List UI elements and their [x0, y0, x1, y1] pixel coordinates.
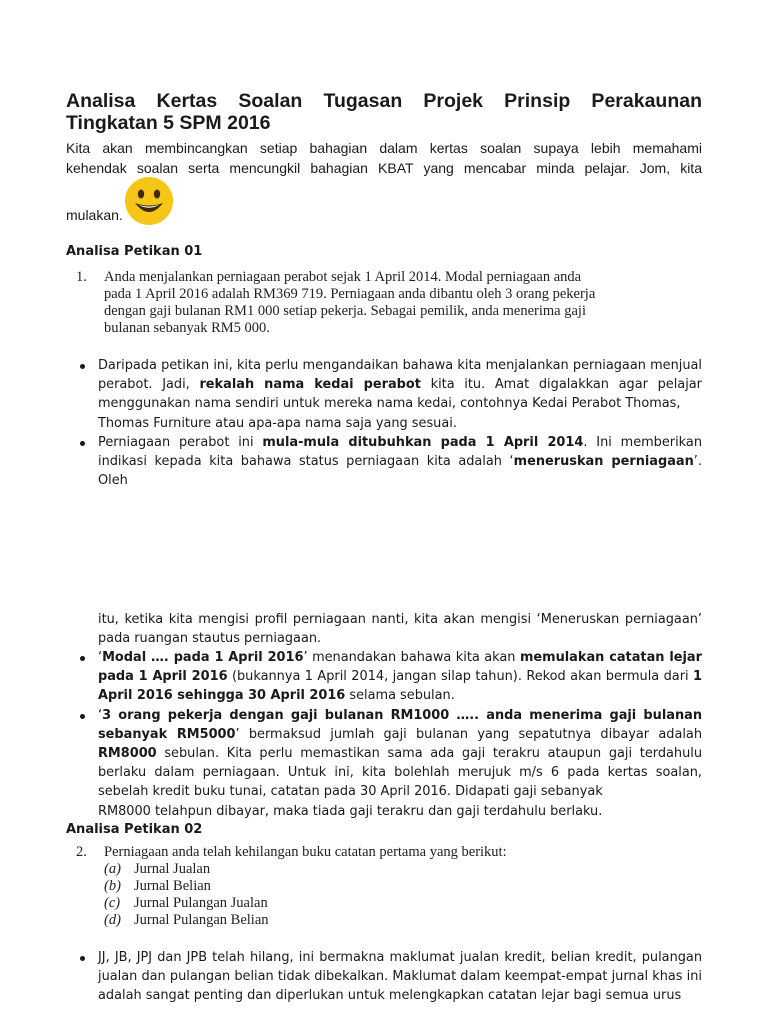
bullet-dot-icon — [80, 956, 85, 961]
continued-line-1: itu, ketika kita mengisi profil perniagaan nanti, kita akan mengisi ‘Meneruskan perniagaan’ — [98, 612, 702, 627]
bullet-text: . Ini memberikan indikasi kepada kita bahawa status perniagaan kita adalah ‘ — [98, 434, 702, 470]
bullet-text: Perniagaan perabot ini — [98, 434, 263, 450]
bullet-text: kita itu. Amat digalakkan agar pelajar menggunakan nama sendiri untuk mereka nama kedai, contohnya Kedai Perabot Thomas, — [98, 377, 702, 412]
bullet-text: Daripada petikan ini, kita perlu mengandaikan bahawa kita menjalankan perniagaan menjual perabot. Jadi, — [98, 358, 702, 393]
excerpt-item-label: (c) — [104, 895, 121, 911]
section-heading-02: Analisa Petikan 02 — [66, 822, 203, 837]
bullet-bold-text: memulakan catatan lejar pada 1 April 2016 — [98, 650, 702, 685]
bullet-text: (bukannya 1 April 2014, jangan silap tahun). Rekod akan bermula dari — [227, 669, 694, 685]
bullet-text: ’ menandakan bahawa kita akan — [303, 650, 520, 665]
question-number: 2. — [76, 844, 87, 860]
bullet-text: JJ, JB, JPJ dan JPB telah hilang, ini bermakna maklumat jualan kredit, belian kredit, pulangan jualan dan pulangan belian tidak dibekalkan. Maklumat dalam keempat-empat jurnal khas ini adalah sangat penting dan diperlukan untuk melengkapkan catatan lejar bagi semua urus — [98, 950, 702, 1004]
bullet-bold-text: 3 orang pekerja dengan gaji bulanan RM1000 ….. anda menerima gaji bulanan sebanyak RM5000 — [98, 707, 702, 742]
excerpt-item-label: (b) — [104, 878, 121, 894]
excerpt-line: Perniagaan anda telah kehilangan buku catatan pertama yang berikut: — [104, 844, 507, 860]
excerpt-line: bulanan sebanyak RM5 000. — [104, 320, 270, 336]
bullet-bold-text: rekalah nama kedai perabot — [199, 377, 421, 393]
bullet-dot-icon — [80, 656, 85, 661]
smiley-face — [125, 177, 173, 225]
intro-closing — [66, 176, 702, 226]
bullet-text: Thomas Furniture atau apa-apa nama saja yang sesuai. — [98, 415, 457, 431]
excerpt-line: Anda menjalankan perniagaan perabot sejak 1 April 2014. Modal perniagaan anda — [104, 269, 582, 285]
page-title-line-1: Analisa Kertas Soalan Tugasan Projek Prinsip Perakaunan — [66, 90, 702, 112]
smiley-face-icon — [124, 176, 174, 226]
bullet-text: RM8000 telahpun dibayar, maka tiada gaji terakru dan gaji terdahulu berlaku. — [98, 803, 603, 819]
bullet-text: ‘ — [98, 650, 103, 665]
bullet-bold-text: 1 April 2016 sehingga 30 April 2016 — [98, 669, 702, 704]
intro-line-2: kehendak soalan serta mencungkil bahagian KBAT yang mencabar minda pelajar. Jom, kita — [66, 160, 702, 176]
excerpt-item-text: Jurnal Pulangan Belian — [134, 912, 269, 928]
continued-line-2: pada ruangan stautus perniagaan. — [98, 631, 322, 647]
question-number: 1. — [76, 269, 87, 285]
intro-line-3: mulakan. — [66, 207, 123, 223]
list-item — [66, 948, 702, 1006]
bullet-text: ‘ — [98, 707, 103, 723]
bullet-text: selama sebulan. — [345, 688, 455, 704]
excerpt-item-text: Jurnal Belian — [134, 878, 211, 894]
continued-paragraph — [98, 610, 702, 648]
list-item — [66, 706, 702, 821]
intro-line-1: Kita akan membincangkan setiap bahagian dalam kertas soalan supaya lebih memahami — [66, 140, 702, 156]
bullet-text: sebulan. Kita perlu memastikan sama ada gaji terakru ataupun gaji terdahulu berlaku dalam perniagaan. Untuk ini, kita bolehlah merujuk m/s 6 pada kertas soalan, sebelah kredit buku tunai, catatan pada 30 April 2016. Didapati gaji sebanyak — [98, 746, 702, 800]
bullet-bold-text: meneruskan perniagaan — [513, 454, 694, 470]
analysis-list-1a — [66, 356, 702, 490]
bullet-text: ’. Oleh — [98, 454, 702, 489]
bullet-dot-icon — [80, 364, 85, 369]
section-heading-01: Analisa Petikan 01 — [66, 244, 203, 259]
list-item — [66, 356, 702, 433]
smiley-right-eye — [154, 190, 160, 199]
analysis-list-1b — [66, 648, 702, 821]
page-title-line-2: Tingkatan 5 SPM 2016 — [66, 112, 271, 134]
excerpt-line: pada 1 April 2016 adalah RM369 719. Perniagaan anda dibantu oleh 3 orang pekerja — [104, 286, 596, 302]
bullet-bold-text: Modal …. pada 1 April 2016 — [102, 650, 304, 665]
excerpt-item-label: (d) — [104, 912, 121, 928]
bullet-text: ’ bermaksud jumlah gaji bulanan yang sepatutnya dibayar adalah — [235, 726, 702, 742]
excerpt-item-label: (a) — [104, 861, 121, 877]
excerpt-line: dengan gaji bulanan RM1 000 setiap pekerja. Sebagai pemilik, anda menerima gaji — [104, 303, 586, 319]
bullet-bold-text: mula-mula ditubuhkan pada 1 April 2014 — [262, 434, 584, 450]
list-item — [66, 433, 702, 491]
excerpt-item-text: Jurnal Pulangan Jualan — [134, 895, 268, 911]
bullet-dot-icon — [80, 441, 85, 446]
intro-paragraph — [66, 138, 702, 178]
bullet-dot-icon — [80, 714, 85, 719]
bullet-bold-text: RM8000 — [98, 746, 157, 762]
smiley-left-eye — [138, 190, 144, 199]
page-title — [66, 90, 702, 134]
excerpt-item-text: Jurnal Jualan — [134, 861, 211, 877]
analysis-list-2 — [66, 948, 702, 1006]
list-item — [66, 648, 702, 706]
